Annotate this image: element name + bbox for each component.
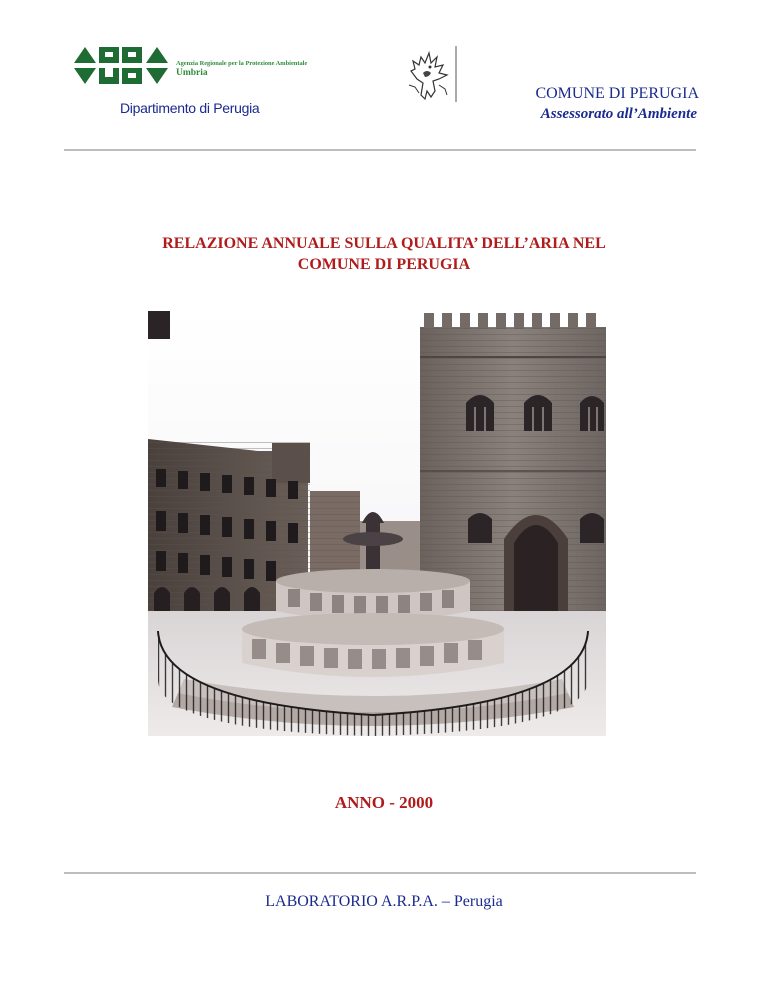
agency-region: Umbria: [176, 68, 208, 78]
report-year: ANNO - 2000: [334, 793, 434, 812]
department-label: Dipartimento di Perugia: [120, 100, 260, 116]
header-divider: [64, 149, 696, 151]
report-title: [64, 233, 704, 275]
laboratory-label: LABORATORIO A.R.P.A. – Perugia: [265, 893, 503, 910]
griffin-emblem-icon: [403, 45, 459, 103]
assessorato-subtitle: Assessorato all’Ambiente: [540, 106, 697, 122]
agency-name: Agenzia Regionale per la Protezione Ambientale: [176, 60, 308, 67]
comune-title: COMUNE DI PERUGIA: [535, 85, 699, 102]
cover-photo: [148, 311, 606, 736]
report-title-line-1: RELAZIONE ANNUALE SULLA QUALITA’ DELL’ARIA NEL: [162, 235, 606, 252]
report-title-line-2: COMUNE DI PERUGIA: [297, 256, 471, 273]
arpa-logo-icon: [74, 46, 174, 86]
footer-divider: [64, 872, 696, 874]
